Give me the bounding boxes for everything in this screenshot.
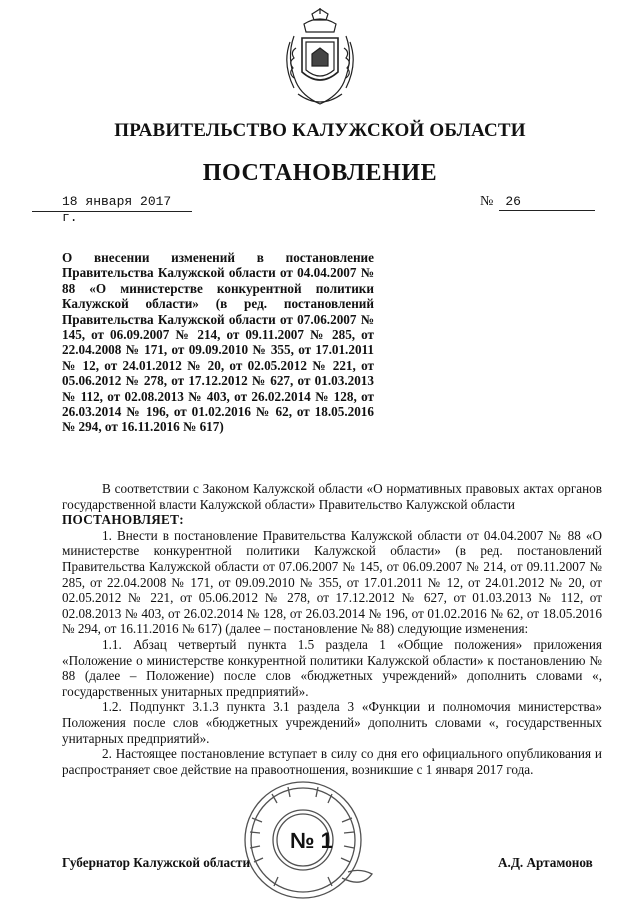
- number-value: 26: [499, 194, 595, 211]
- document-type-heading: ПОСТАНОВЛЕНИЕ: [202, 160, 438, 186]
- signatory-position: Губернатор Калужской области: [62, 855, 251, 870]
- paragraph-1-2: 1.2. Подпункт 3.1.3 пункта 3.1 раздела 3 «Функции и полномочия министерства» Положения после слов «бюджетных учреждений» дополнить словами «, государственных унитарных предприятий».: [62, 699, 602, 746]
- document-title: О внесении изменений в постановление Правительства Калужской области от 04.04.2007 № 88 «О министерстве конкурентной политики Калужской области» (в ред. постановлений Правительства Калужской области от 07.06.2007 № 145, от 06.09.2007 № 214, от 09.11.2007 № 285, от 22.04.2008 № 171, от 09.09.2010 № 355, от 17.01.2011 № 12, от 24.01.2012 № 20, от 02.05.2012 № 221, от 05.06.2012 № 278, от 17.12.2012 № 627, от 01.03.2013 № 112, от 02.08.2013 № 403, от 26.02.2014 № 128, от 26.03.2014 № 196, от 01.02.2016 № 62, от 18.05.2016 № 294, от 16.11.2016 № 617): [62, 250, 374, 435]
- document-number: [480, 194, 595, 212]
- stamp-number: № 1: [290, 828, 333, 853]
- number-label: №: [480, 194, 494, 209]
- paragraph-2: 2. Настоящее постановление вступает в силу со дня его официального опубликования и распространяет свое действие на правоотношения, возникшие с 1 января 2017 года.: [62, 746, 602, 777]
- coat-of-arms-emblem: [282, 8, 358, 110]
- paragraph-1-1: 1.1. Абзац четвертый пункта 1.5 раздела 1 «Общие положения» приложения «Положение о министерстве конкурентной политики Калужской области» к постановлению № 88 (далее – Положение) после слов «бюджетных учреждений» дополнить словами «, государственных унитарных предприятий».: [62, 636, 602, 699]
- document-date: 18 января 2017 г.: [32, 194, 192, 212]
- organization-heading: ПРАВИТЕЛЬСТВО КАЛУЖСКОЙ ОБЛАСТИ: [114, 120, 526, 141]
- signatory-name: А.Д. Артамонов: [498, 855, 593, 870]
- preamble-paragraph: В соответствии с Законом Калужской области «О нормативных правовых актах органов государственной власти Калужской области» Правительство Калужской области: [62, 481, 602, 512]
- paragraph-1: 1. Внести в постановление Правительства Калужской области от 04.04.2007 № 88 «О министерстве конкурентной политики Калужской области» (в ред. постановлений Правительства Калужской области от 07.06.2007 № 145, от 06.09.2007 № 214, от 09.11.2007 № 285, от 22.04.2008 № 171, от 09.09.2010 № 355, от 17.01.2011 № 12, от 24.01.2012 № 20, от 02.05.2012 № 221, от 05.06.2012 № 278, от 17.12.2012 № 627, от 01.03.2013 № 112, от 02.08.2013 № 403, от 26.02.2014 № 128, от 26.03.2014 № 196, от 01.02.2016 № 62, от 18.05.2016 № 294, от 16.11.2016 № 617) (далее – постановление № 88) следующие изменения:: [62, 527, 602, 637]
- decree-word: ПОСТАНОВЛЯЕТ:: [62, 512, 184, 528]
- document-body: [62, 481, 602, 777]
